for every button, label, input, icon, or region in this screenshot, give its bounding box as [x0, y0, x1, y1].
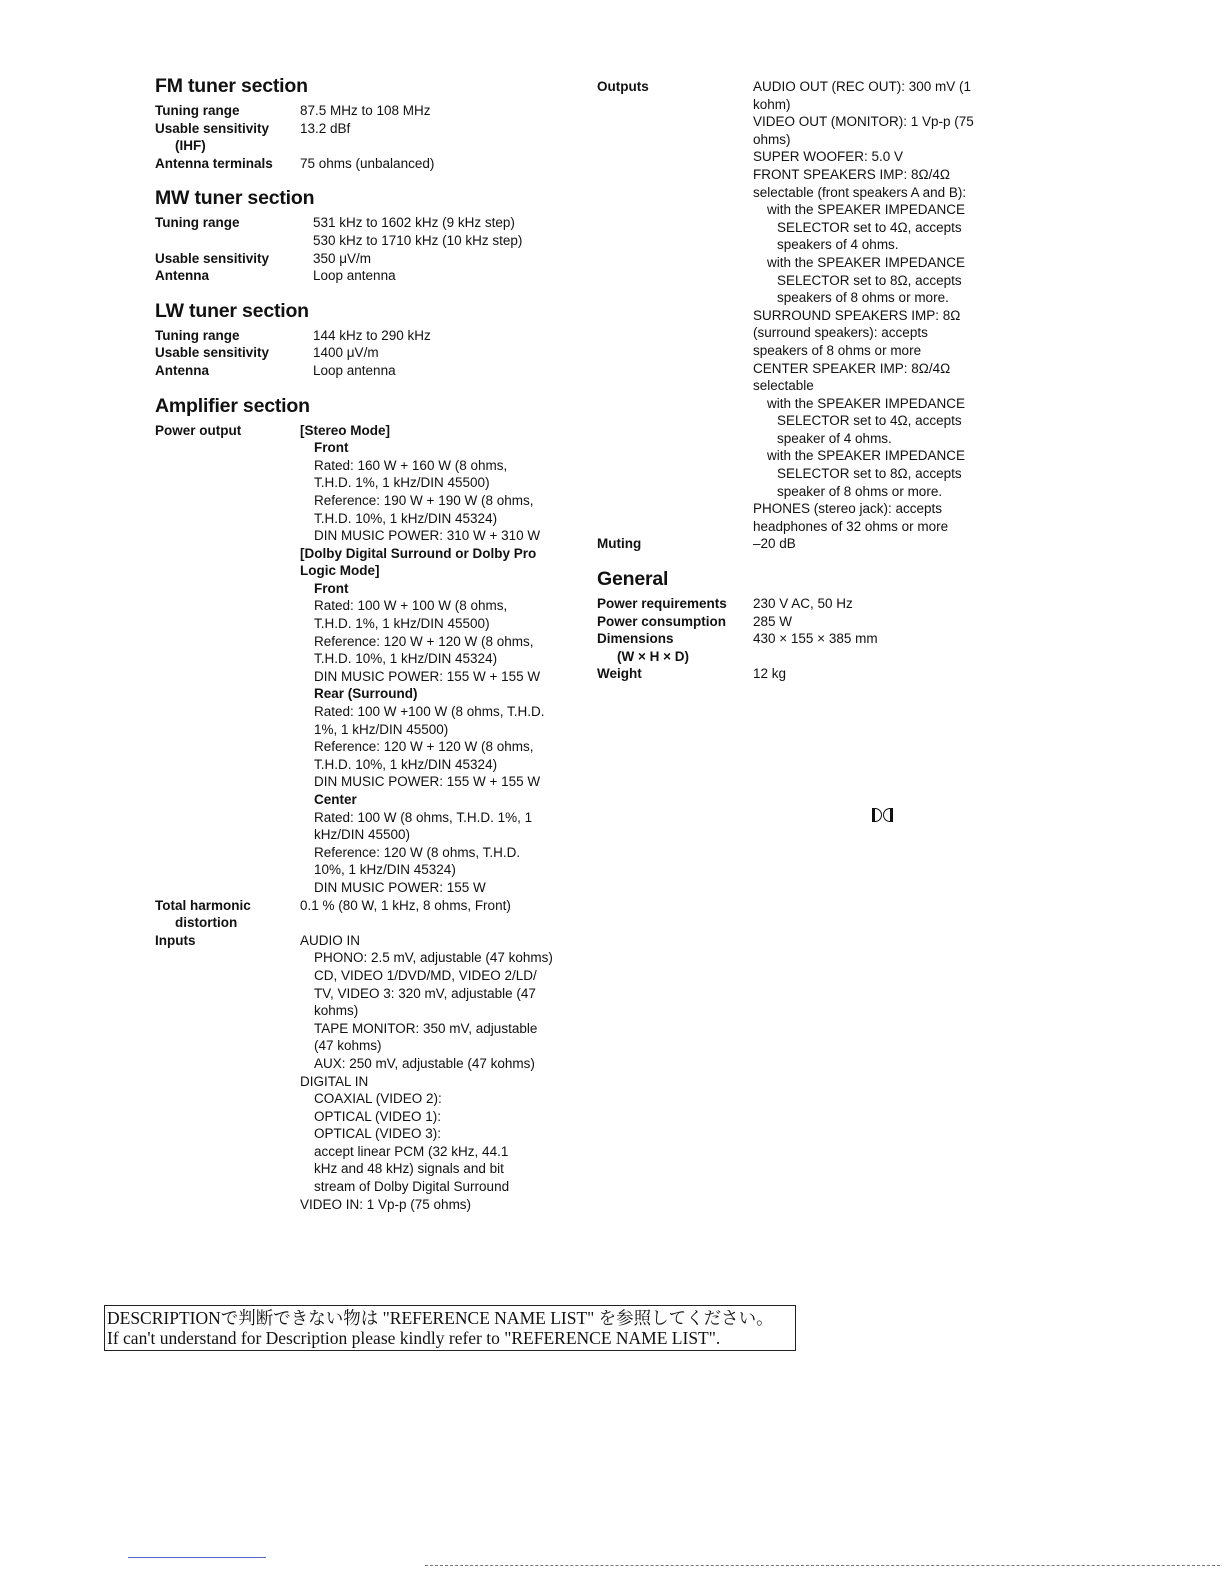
- spec-value-line: Rear (Surround): [314, 686, 418, 702]
- spec-value-line: TV, VIDEO 3: 320 mV, adjustable (47: [314, 985, 536, 1001]
- spec-row: [155, 214, 565, 249]
- spec-value-line: with the SPEAKER IMPEDANCE: [767, 448, 966, 464]
- spec-label: Total harmonic distortion: [155, 897, 251, 931]
- spec-value-line: T.H.D. 1%, 1 kHz/DIN 45500): [314, 475, 490, 491]
- spec-row: [155, 362, 565, 380]
- spec-value-line: PHONO: 2.5 mV, adjustable (47 kohms): [314, 950, 553, 966]
- spec-value: 350 μV/m: [313, 250, 372, 266]
- spec-value: Loop antenna: [313, 362, 396, 378]
- spec-value: 285 W: [753, 613, 793, 629]
- spec-value-line: 10%, 1 kHz/DIN 45324): [314, 862, 456, 878]
- spec-value-line: CD, VIDEO 1/DVD/MD, VIDEO 2/LD/: [314, 967, 537, 983]
- spec-value-line: T.H.D. 10%, 1 kHz/DIN 45324): [314, 510, 498, 526]
- spec-value-line: selectable: [753, 378, 814, 394]
- spec-label: Usable sensitivity: [155, 345, 270, 361]
- inputs-values: [300, 932, 565, 1214]
- spec-value-line: Center: [314, 792, 357, 807]
- spec-value-line: SELECTOR set to 8Ω, accepts: [777, 466, 962, 482]
- spec-value-line: T.H.D. 1%, 1 kHz/DIN 45500): [314, 616, 490, 632]
- spec-value: 13.2 dBf: [300, 120, 351, 136]
- reference-notice-box: [104, 1305, 796, 1351]
- spec-value-line: SUPER WOOFER: 5.0 V: [753, 149, 904, 165]
- notice-japanese-line: DESCRIPTIONで判断できない物は "REFERENCE NAME LIST" を参照してください。: [107, 1308, 774, 1328]
- spec-value-line: selectable (front speakers A and B):: [753, 184, 967, 200]
- spec-row: [597, 595, 997, 613]
- spec-value-line: Reference: 120 W + 120 W (8 ohms,: [314, 739, 534, 755]
- spec-value-line: [Stereo Mode]: [300, 422, 391, 438]
- spec-value-line: SELECTOR set to 8Ω, accepts: [777, 272, 962, 288]
- spec-value-line: kHz and 48 kHz) signals and bit: [314, 1161, 504, 1177]
- mw-tuner-section: [155, 186, 565, 284]
- spec-value-line: OPTICAL (VIDEO 1):: [314, 1108, 442, 1124]
- spec-label: Antenna: [155, 268, 209, 284]
- spec-value-line: Reference: 120 W + 120 W (8 ohms,: [314, 633, 534, 649]
- spec-value-line: DIN MUSIC POWER: 155 W: [314, 879, 486, 895]
- spec-value-line: CENTER SPEAKER IMP: 8Ω/4Ω: [753, 360, 951, 376]
- spec-value-line: 1%, 1 kHz/DIN 45500): [314, 721, 449, 737]
- footer-link-underline: [128, 1557, 266, 1558]
- spec-label: Antenna: [155, 362, 209, 378]
- spec-value-line: TAPE MONITOR: 350 mV, adjustable: [314, 1020, 538, 1036]
- spec-value-line: ohms): [753, 131, 791, 147]
- lw-section-title: LW tuner section: [155, 299, 309, 322]
- spec-row-outputs: [597, 78, 997, 535]
- fm-section-title: FM tuner section: [155, 75, 308, 97]
- spec-value-line: (surround speakers): accepts: [753, 325, 928, 341]
- spec-value-line: speakers of 8 ohms or more: [753, 342, 922, 358]
- spec-value-line: Reference: 120 W (8 ohms, T.H.D.: [314, 844, 521, 860]
- dolby-left-d: [872, 808, 882, 822]
- spec-value-line: kohm): [753, 96, 791, 112]
- spec-value-line: headphones of 32 ohms or more: [753, 518, 949, 534]
- spec-value-line: PHONES (stereo jack): accepts: [753, 501, 943, 517]
- spec-value-line: AUX: 250 mV, adjustable (47 kohms): [314, 1055, 535, 1071]
- spec-label: Weight: [597, 666, 642, 682]
- spec-value-line: SELECTOR set to 4Ω, accepts: [777, 413, 962, 429]
- spec-value-line: Rated: 100 W + 100 W (8 ohms,: [314, 598, 508, 614]
- spec-row: [155, 344, 565, 362]
- spec-value-line: accept linear PCM (32 kHz, 44.1: [314, 1143, 509, 1159]
- spec-value-line: speakers of 8 ohms or more.: [777, 290, 949, 306]
- spec-value-line: Logic Mode]: [300, 563, 380, 579]
- mw-section-title: MW tuner section: [155, 187, 315, 210]
- spec-row-thd: [155, 897, 565, 932]
- spec-value: 0.1 % (80 W, 1 kHz, 8 ohms, Front): [300, 897, 511, 913]
- spec-row: [597, 630, 997, 665]
- spec-value-line: with the SPEAKER IMPEDANCE: [767, 254, 966, 270]
- spec-row: [155, 102, 565, 120]
- lw-tuner-section: [155, 299, 565, 380]
- spec-value-line: kohms): [314, 1003, 359, 1019]
- spec-row: [155, 327, 565, 345]
- spec-value-line: Front: [314, 440, 349, 456]
- dolby-double-d-icon: [872, 808, 894, 824]
- spec-value: 1400 μV/m: [313, 345, 379, 361]
- footer-rule: [425, 1565, 1220, 1566]
- fm-tuner-section: [155, 74, 565, 172]
- spec-value: –20 dB: [753, 536, 796, 552]
- spec-label: Tuning range: [155, 215, 240, 231]
- spec-row-inputs: [155, 932, 565, 1214]
- spec-row: [155, 120, 565, 155]
- dolby-right-d: [883, 808, 893, 822]
- spec-value: 230 V AC, 50 Hz: [753, 596, 853, 612]
- spec-value-line: kHz/DIN 45500): [314, 827, 411, 843]
- spec-label: Antenna terminals: [155, 155, 273, 171]
- spec-label: Usable sensitivity: [155, 250, 270, 266]
- general-section-title: General: [597, 568, 669, 591]
- spec-value-line: DIN MUSIC POWER: 155 W + 155 W: [314, 774, 541, 790]
- spec-value-line: AUDIO OUT (REC OUT): 300 mV (1: [753, 79, 972, 94]
- spec-value-line: speaker of 8 ohms or more.: [777, 483, 943, 499]
- spec-value-line: speakers of 4 ohms.: [777, 237, 899, 253]
- spec-value-line: Front: [314, 580, 349, 596]
- spec-value-line: SELECTOR set to 4Ω, accepts: [777, 219, 962, 235]
- spec-value-line: (47 kohms): [314, 1038, 382, 1054]
- spec-label: Power requirements: [597, 596, 727, 612]
- spec-label: Tuning range: [155, 327, 240, 343]
- spec-value-line: stream of Dolby Digital Surround: [314, 1179, 510, 1195]
- spec-row: [597, 613, 997, 631]
- amplifier-section: [155, 394, 565, 1214]
- spec-value-line: FRONT SPEAKERS IMP: 8Ω/4Ω: [753, 166, 950, 182]
- spec-value-line: speaker of 4 ohms.: [777, 430, 892, 446]
- general-section: [597, 567, 997, 683]
- spec-value: 144 kHz to 290 kHz: [313, 327, 431, 343]
- notice-english-line: If can't understand for Description please kindly refer to "REFERENCE NAME LIST".: [107, 1328, 721, 1348]
- spec-value-line: VIDEO IN: 1 Vp-p (75 ohms): [300, 1196, 472, 1212]
- spec-value-line: T.H.D. 10%, 1 kHz/DIN 45324): [314, 756, 498, 772]
- spec-value: 531 kHz to 1602 kHz (9 kHz step): [313, 215, 515, 231]
- spec-value-line: DIN MUSIC POWER: 310 W + 310 W: [314, 528, 541, 544]
- spec-value: Loop antenna: [313, 268, 396, 284]
- spec-value-line: SURROUND SPEAKERS IMP: 8Ω: [753, 307, 961, 323]
- spec-label: Power output: [155, 422, 242, 438]
- spec-value-line: T.H.D. 10%, 1 kHz/DIN 45324): [314, 651, 498, 667]
- spec-value-line: AUDIO IN: [300, 932, 361, 948]
- spec-label: Inputs: [155, 932, 196, 948]
- spec-value-line: Rated: 100 W +100 W (8 ohms, T.H.D.: [314, 704, 545, 720]
- spec-label: Usable sensitivity (IHF): [155, 120, 270, 154]
- outputs-values: [753, 78, 997, 535]
- spec-label: Tuning range: [155, 103, 240, 118]
- power-output-values: [300, 422, 565, 897]
- spec-value: 430 × 155 × 385 mm: [753, 631, 878, 647]
- spec-value-line: DIN MUSIC POWER: 155 W + 155 W: [314, 668, 541, 684]
- spec-value: 87.5 MHz to 108 MHz: [300, 103, 431, 118]
- spec-row-muting: [597, 535, 997, 553]
- spec-label: Outputs: [597, 79, 649, 94]
- spec-row: [155, 250, 565, 268]
- spec-value-line: [Dolby Digital Surround or Dolby Pro: [300, 545, 537, 561]
- spec-value-line: with the SPEAKER IMPEDANCE: [767, 395, 966, 411]
- spec-row: [155, 267, 565, 285]
- spec-value-line: Rated: 100 W (8 ohms, T.H.D. 1%, 1: [314, 809, 533, 825]
- spec-value-line: Rated: 160 W + 160 W (8 ohms,: [314, 457, 508, 473]
- spec-label: Muting: [597, 536, 642, 552]
- spec-row-power-output: [155, 422, 565, 897]
- spec-value: 75 ohms (unbalanced): [300, 155, 435, 171]
- spec-value: 12 kg: [753, 666, 787, 682]
- spec-value-line: VIDEO OUT (MONITOR): 1 Vp-p (75: [753, 114, 974, 130]
- spec-row: [597, 665, 997, 683]
- spec-value: 530 kHz to 1710 kHz (10 kHz step): [313, 232, 523, 248]
- spec-value-line: Reference: 190 W + 190 W (8 ohms,: [314, 492, 534, 508]
- spec-value-line: COAXIAL (VIDEO 2):: [314, 1091, 442, 1107]
- spec-value-line: DIGITAL IN: [300, 1073, 369, 1089]
- spec-label: Dimensions (W × H × D): [597, 631, 690, 664]
- amplifier-section-title: Amplifier section: [155, 394, 310, 417]
- left-column: [155, 74, 565, 1227]
- spec-label: Power consumption: [597, 613, 727, 629]
- spec-value-line: OPTICAL (VIDEO 3):: [314, 1126, 442, 1142]
- spec-value-line: with the SPEAKER IMPEDANCE: [767, 202, 966, 218]
- right-column: [597, 78, 997, 697]
- spec-row: [155, 155, 565, 173]
